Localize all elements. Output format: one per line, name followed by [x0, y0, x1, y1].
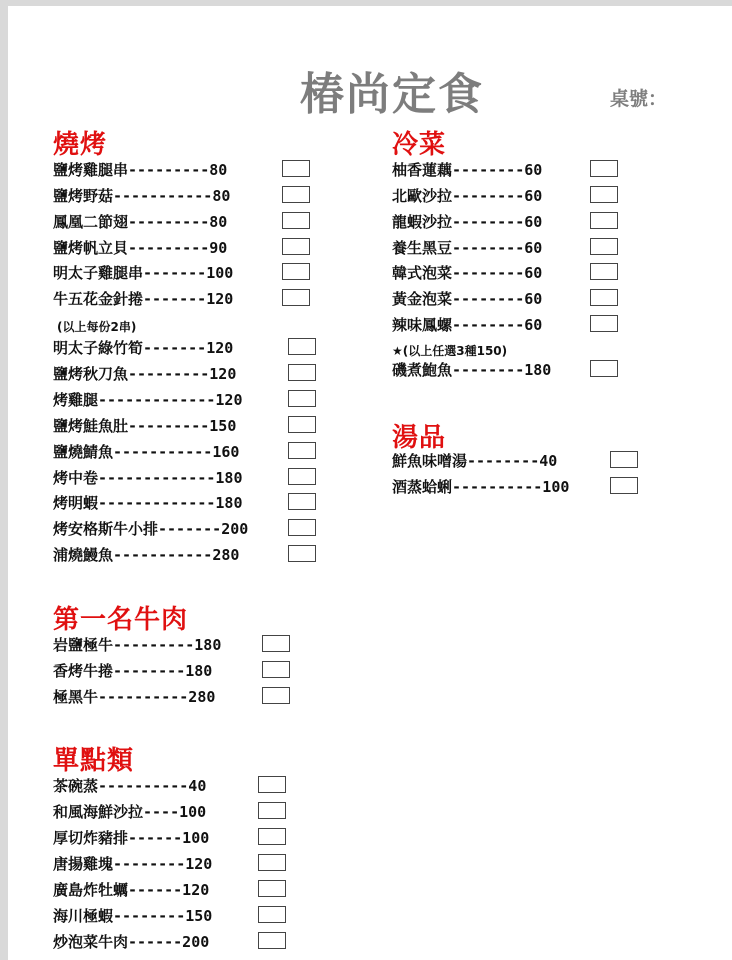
menu-item-label: 烤安格斯牛小排-------200: [53, 520, 249, 538]
order-checkbox[interactable]: [590, 289, 618, 306]
menu-item-label: 烤明蝦-------------180: [53, 494, 243, 512]
order-checkbox[interactable]: [262, 687, 290, 704]
menu-item-label: 龍蝦沙拉--------60: [392, 213, 543, 231]
menu-item: [53, 260, 314, 286]
order-checkbox[interactable]: [288, 493, 316, 510]
menu-item-label: 明太子雞腿串-------100: [53, 264, 234, 282]
menu-item-label: 唐揚雞塊--------120: [53, 855, 213, 873]
order-checkbox[interactable]: [288, 545, 316, 562]
order-checkbox[interactable]: [590, 212, 618, 229]
menu-item: [53, 903, 290, 929]
menu-item: [53, 286, 314, 312]
section-note: ★(以上任選3種150): [392, 344, 508, 358]
menu-item-label: 鹽燒鯖魚-----------160: [53, 443, 240, 461]
menu-item: [392, 157, 622, 183]
menu-item: [53, 684, 294, 710]
menu-item: [53, 183, 314, 209]
menu-item: [53, 542, 320, 568]
menu-item-label: 海川極蝦--------150: [53, 907, 213, 925]
menu-item-label: 鹽烤野菇-----------80: [53, 187, 231, 205]
order-checkbox[interactable]: [610, 451, 638, 468]
menu-item-label: 磯煮鮑魚--------180: [392, 361, 552, 379]
order-checkbox[interactable]: [262, 635, 290, 652]
menu-item: [53, 439, 320, 465]
menu-item: [392, 235, 622, 261]
menu-item-label: 浦燒鰻魚-----------280: [53, 546, 240, 564]
section-heading: 冷菜: [392, 130, 447, 160]
menu-item: [53, 851, 290, 877]
order-checkbox[interactable]: [288, 519, 316, 536]
menu-item: [392, 209, 622, 235]
order-checkbox[interactable]: [288, 338, 316, 355]
order-checkbox[interactable]: [258, 880, 286, 897]
menu-item-label: 岩鹽極牛---------180: [53, 636, 222, 654]
section-heading: 第一名牛肉: [53, 605, 189, 635]
order-checkbox[interactable]: [282, 186, 310, 203]
menu-item: [392, 183, 622, 209]
menu-item: [53, 877, 290, 903]
menu-item-label: 廣島炸牡蠣------120: [53, 881, 210, 899]
section-heading: 單點類: [53, 746, 135, 776]
menu-item: [392, 357, 622, 383]
order-checkbox[interactable]: [288, 416, 316, 433]
order-checkbox[interactable]: [258, 828, 286, 845]
menu-item: [53, 387, 320, 413]
menu-item: [392, 286, 622, 312]
menu-item-label: 柚香蓮藕--------60: [392, 161, 543, 179]
menu-item: [53, 413, 320, 439]
order-checkbox[interactable]: [288, 442, 316, 459]
order-checkbox[interactable]: [282, 212, 310, 229]
order-checkbox[interactable]: [262, 661, 290, 678]
order-checkbox[interactable]: [590, 263, 618, 280]
menu-item-label: 辣味鳳螺--------60: [392, 316, 543, 334]
order-checkbox[interactable]: [288, 468, 316, 485]
menu-item: [53, 335, 320, 361]
menu-item-label: 茶碗蒸----------40: [53, 777, 207, 795]
menu-item: [53, 209, 314, 235]
menu-item-label: 和風海鮮沙拉----100: [53, 803, 207, 821]
menu-item-label: 鹽烤帆立貝---------90: [53, 239, 228, 257]
menu-item-label: 鹽烤秋刀魚---------120: [53, 365, 237, 383]
order-checkbox[interactable]: [590, 186, 618, 203]
menu-item-label: 炒泡菜牛肉------200: [53, 933, 210, 951]
order-checkbox[interactable]: [258, 906, 286, 923]
order-checkbox[interactable]: [590, 315, 618, 332]
menu-item: [53, 361, 320, 387]
section-note: (以上每份2串): [57, 320, 137, 334]
menu-item: [53, 516, 320, 542]
order-checkbox[interactable]: [282, 289, 310, 306]
menu-item: [53, 929, 290, 955]
page-title: 椿尚定食: [300, 69, 484, 120]
menu-item-label: 香烤牛捲--------180: [53, 662, 213, 680]
menu-item: [53, 157, 314, 183]
menu-item: [392, 448, 642, 474]
section-heading: 燒烤: [53, 130, 108, 160]
menu-item: [53, 235, 314, 261]
menu-item-label: 鹽烤雞腿串---------80: [53, 161, 228, 179]
menu-item-label: 鳳凰二節翅---------80: [53, 213, 228, 231]
menu-item: [53, 799, 290, 825]
order-checkbox[interactable]: [282, 238, 310, 255]
menu-item-label: 烤中卷-------------180: [53, 469, 243, 487]
menu-item-label: 牛五花金針捲-------120: [53, 290, 234, 308]
menu-item-label: 烤雞腿-------------120: [53, 391, 243, 409]
menu-item: [392, 260, 622, 286]
section-heading: 湯品: [392, 423, 447, 453]
menu-item-label: 極黑牛----------280: [53, 688, 216, 706]
order-checkbox[interactable]: [282, 263, 310, 280]
menu-item-label: 鹽烤鮭魚肚---------150: [53, 417, 237, 435]
menu-item-label: 厚切炸豬排------100: [53, 829, 210, 847]
order-checkbox[interactable]: [288, 364, 316, 381]
order-checkbox[interactable]: [590, 238, 618, 255]
menu-item: [53, 773, 290, 799]
order-checkbox[interactable]: [282, 160, 310, 177]
order-checkbox[interactable]: [258, 776, 286, 793]
order-checkbox[interactable]: [610, 477, 638, 494]
menu-item-label: 黃金泡菜--------60: [392, 290, 543, 308]
order-checkbox[interactable]: [258, 854, 286, 871]
menu-item-label: 明太子綠竹筍-------120: [53, 339, 234, 357]
order-checkbox[interactable]: [258, 932, 286, 949]
order-checkbox[interactable]: [590, 160, 618, 177]
menu-item: [53, 490, 320, 516]
menu-item: [392, 312, 622, 338]
order-checkbox[interactable]: [590, 360, 618, 377]
menu-item-label: 酒蒸蛤蜊----------100: [392, 478, 570, 496]
menu-item: [53, 465, 320, 491]
menu-item-label: 北歐沙拉--------60: [392, 187, 543, 205]
menu-item: [53, 825, 290, 851]
table-number-label: 桌號：: [610, 88, 668, 110]
menu-item-label: 養生黑豆--------60: [392, 239, 543, 257]
menu-item: [53, 658, 294, 684]
menu-item-label: 韓式泡菜--------60: [392, 264, 543, 282]
menu-item: [53, 632, 294, 658]
menu-item: [392, 474, 642, 500]
order-checkbox[interactable]: [288, 390, 316, 407]
order-checkbox[interactable]: [258, 802, 286, 819]
menu-item-label: 鮮魚味噌湯--------40: [392, 452, 558, 470]
